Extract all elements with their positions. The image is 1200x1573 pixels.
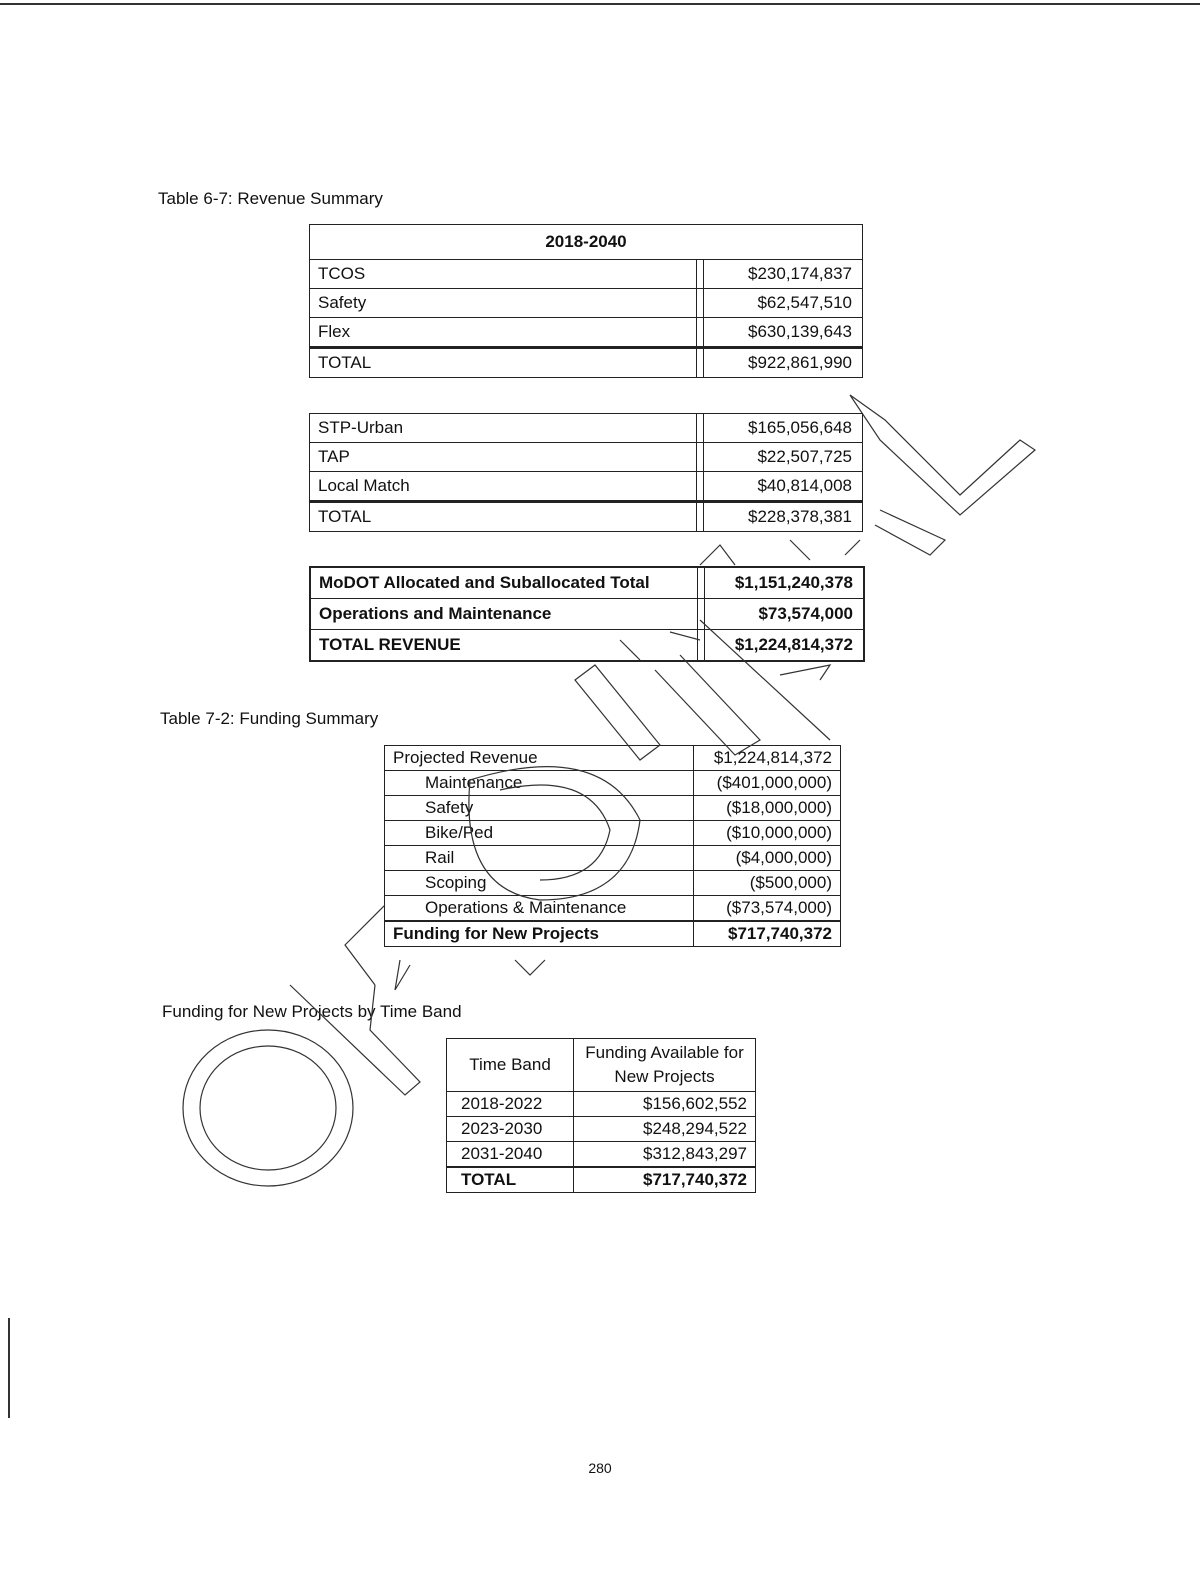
table-6-7-caption: Table 6-7: Revenue Summary (158, 189, 383, 208)
revenue-summary-block-2 (309, 413, 863, 532)
table-row: Maintenance ($401,000,000) (385, 771, 841, 796)
table-row: Safety $62,547,510 (310, 289, 863, 318)
table-row: Projected Revenue $1,224,814,372 (385, 746, 841, 771)
table-row: Rail ($4,000,000) (385, 846, 841, 871)
column-header: Time Band (447, 1039, 574, 1092)
table-row: Operations and Maintenance $73,574,000 (310, 599, 864, 630)
table-row: TCOS $230,174,837 (310, 260, 863, 289)
table-total-row: Funding for New Projects $717,740,372 (385, 921, 841, 947)
table-row: MoDOT Allocated and Suballocated Total $1,151,240,378 (310, 567, 864, 599)
time-band-caption: Funding for New Projects by Time Band (162, 1002, 462, 1021)
table-row: Bike/Ped ($10,000,000) (385, 821, 841, 846)
column-header: Funding Available for New Projects (574, 1039, 756, 1092)
table-7-2-caption: Table 7-2: Funding Summary (160, 709, 379, 728)
table-total-row: TOTAL $228,378,381 (310, 502, 863, 532)
time-band-table (446, 1038, 756, 1193)
table-row: Safety ($18,000,000) (385, 796, 841, 821)
table-row: Flex $630,139,643 (310, 318, 863, 348)
table-total-row: TOTAL $922,861,990 (310, 348, 863, 378)
table-total-row: TOTAL REVENUE $1,224,814,372 (310, 630, 864, 662)
table-row: Operations & Maintenance ($73,574,000) (385, 896, 841, 922)
revenue-summary-block-1 (309, 224, 863, 378)
revenue-summary-block-3 (309, 566, 865, 662)
table-row: TAP $22,507,725 (310, 443, 863, 472)
table-total-row: TOTAL $717,740,372 (447, 1167, 756, 1193)
table-row: STP-Urban $165,056,648 (310, 414, 863, 443)
top-rule (0, 3, 1200, 5)
table-row: Local Match $40,814,008 (310, 472, 863, 502)
margin-mark (8, 1318, 10, 1418)
table-row: 2018-2022 $156,602,552 (447, 1092, 756, 1117)
table-row: 2031-2040 $312,843,297 (447, 1142, 756, 1168)
funding-summary-table (384, 745, 841, 947)
table-row: 2023-2030 $248,294,522 (447, 1117, 756, 1142)
table-row: Scoping ($500,000) (385, 871, 841, 896)
revenue-summary-header: 2018-2040 (310, 225, 863, 260)
page-number: 280 (588, 1460, 612, 1476)
table-header-row (447, 1039, 756, 1092)
